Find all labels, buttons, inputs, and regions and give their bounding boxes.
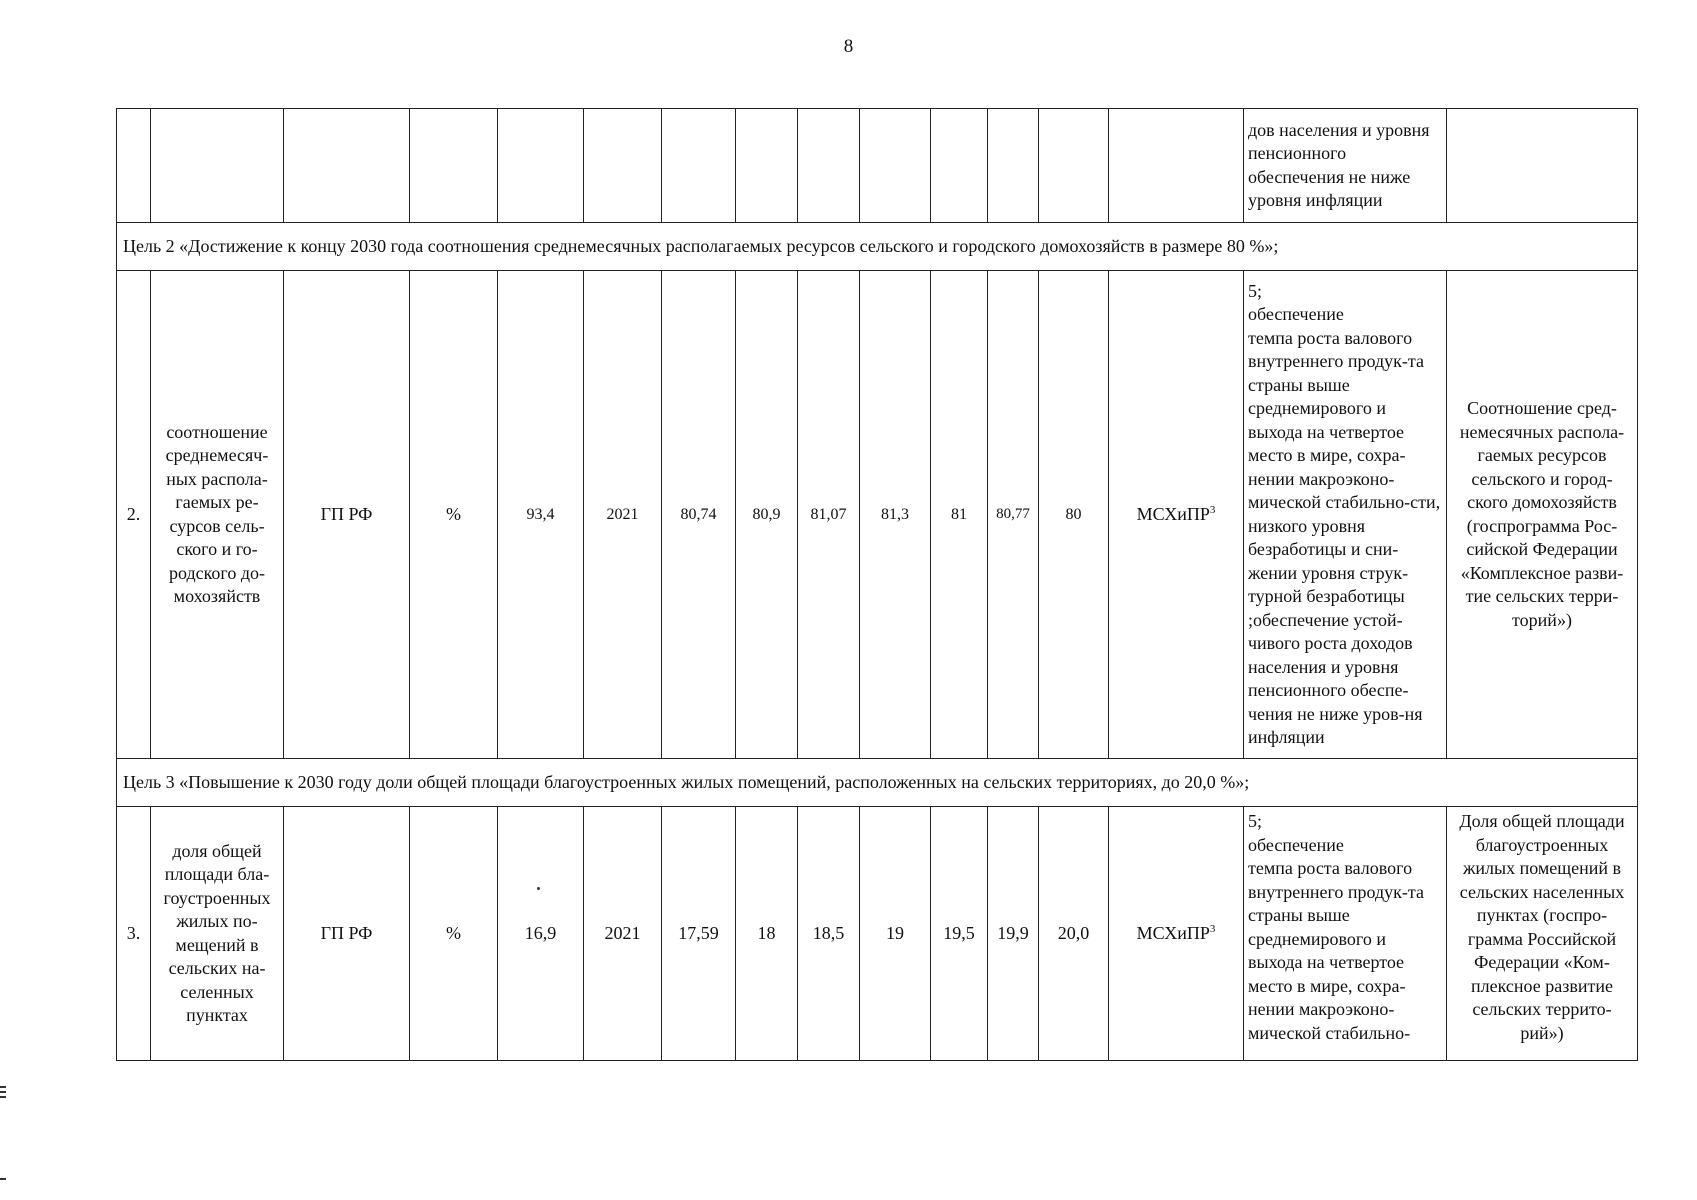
value-2027: 81,3 (860, 271, 931, 759)
value-2024: 17,59 (662, 807, 736, 1061)
table-row-2 (117, 271, 1638, 759)
empty-cell (988, 109, 1039, 223)
unit: % (410, 271, 498, 759)
empty-cell (410, 109, 498, 223)
responsible-body (1109, 271, 1244, 759)
empty-cell (931, 109, 988, 223)
value-2030: 80 (1039, 271, 1109, 759)
empty-cell (1447, 109, 1638, 223)
base-year: 2021 (584, 271, 662, 759)
value-2029: 80,77 (988, 271, 1039, 759)
base-year: 2021 (584, 807, 662, 1061)
continuation-text: дов населения и уровня пенсионного обеспечения не ниже уровня инфляции (1244, 109, 1447, 223)
value-2026: 18,5 (798, 807, 860, 1061)
program-indicator: Соотношение сред-немесячных распола-гаемых ресурсов сельского и город-ского домохозяйств (госпрограмма Рос-сийской Федерации «Комплексное разви-тие сельских терри-торий») (1447, 271, 1638, 759)
source-type: ГП РФ (284, 271, 410, 759)
value-2025: 80,9 (736, 271, 798, 759)
indicator-name: соотношение среднемесяч-ных распола-гаемых ре-сурсов сель-ского и го-родского до-мохозяйств (151, 271, 284, 759)
value-2030: 20,0 (1039, 807, 1109, 1061)
responsible-name: МСХиПР (1136, 922, 1210, 943)
source-type: ГП РФ (284, 807, 410, 1061)
table-row-continuation (117, 109, 1638, 223)
empty-cell (1039, 109, 1109, 223)
responsible-name: МСХиПР (1136, 503, 1210, 524)
empty-cell (284, 109, 410, 223)
value-2028: 81 (931, 271, 988, 759)
value-2028: 19,5 (931, 807, 988, 1061)
page-number: 8 (843, 36, 854, 57)
value-2025: 18 (736, 807, 798, 1061)
margin-mark (0, 1086, 6, 1088)
footnote-mark: 3 (1209, 922, 1216, 935)
value-2024: 80,74 (662, 271, 736, 759)
goal-2-row (117, 223, 1638, 271)
row-number: 3. (117, 807, 151, 1061)
table-row-3 (117, 807, 1638, 1061)
value-2026: 81,07 (798, 271, 860, 759)
empty-cell (1109, 109, 1244, 223)
empty-cell (798, 109, 860, 223)
value-2029: 19,9 (988, 807, 1039, 1061)
scan-speck (537, 887, 540, 890)
goal-3-text: Цель 3 «Повышение к 2030 году доли общей площади благоустроенных жилых помещений, расположенных на сельских территориях, до 20,0 %»; (117, 759, 1638, 807)
margin-mark (0, 1178, 6, 1180)
base-value: 93,4 (498, 271, 584, 759)
margin-mark (0, 1091, 6, 1093)
empty-cell (736, 109, 798, 223)
national-goal-link (1244, 807, 1447, 1061)
link-text: 5; обеспечение темпа роста валового внутреннего продук-та страны выше среднемирового и выхода на четвертое место в мире, сохра-нении макроэконо-мической стабильно-сти, низкого уровня безработицы и сни-жении уровня струк-турной безработицы ;обеспечение устой-чивого роста доходов населения и уровня пенсионного обеспе-чения не ниже уров-ня инфляции (1248, 280, 1441, 747)
program-indicator: Доля общей площади благоустроенных жилых помещений в сельских населенных пунктах (госпро-грамма Российской Федерации «Ком-плексное развитие сельских террито-рий») (1447, 807, 1638, 1061)
base-value: 16,9 (498, 807, 584, 1061)
responsible-body (1109, 807, 1244, 1061)
empty-cell (117, 109, 151, 223)
national-goal-link (1244, 271, 1447, 759)
empty-cell (860, 109, 931, 223)
empty-cell (584, 109, 662, 223)
link-text: 5; обеспечение темпа роста валового внутреннего продук-та страны выше среднемирового и выхода на четвертое место в мире, сохра-нении макроэконо-мической стабильно- (1248, 811, 1424, 1043)
footnote-mark: 3 (1209, 503, 1216, 516)
indicator-name: доля общей площади бла-гоустроенных жилых по-мещений в сельских на-селенных пунктах (151, 807, 284, 1061)
empty-cell (151, 109, 284, 223)
indicators-table (116, 108, 1638, 1061)
empty-cell (498, 109, 584, 223)
unit: % (410, 807, 498, 1061)
goal-2-text: Цель 2 «Достижение к концу 2030 года соотношения среднемесячных располагаемых ресурсов сельского и городского домохозяйств в размере 80 %»; (117, 223, 1638, 271)
margin-mark (0, 1096, 6, 1098)
goal-3-row (117, 759, 1638, 807)
empty-cell (662, 109, 736, 223)
value-2027: 19 (860, 807, 931, 1061)
row-number: 2. (117, 271, 151, 759)
